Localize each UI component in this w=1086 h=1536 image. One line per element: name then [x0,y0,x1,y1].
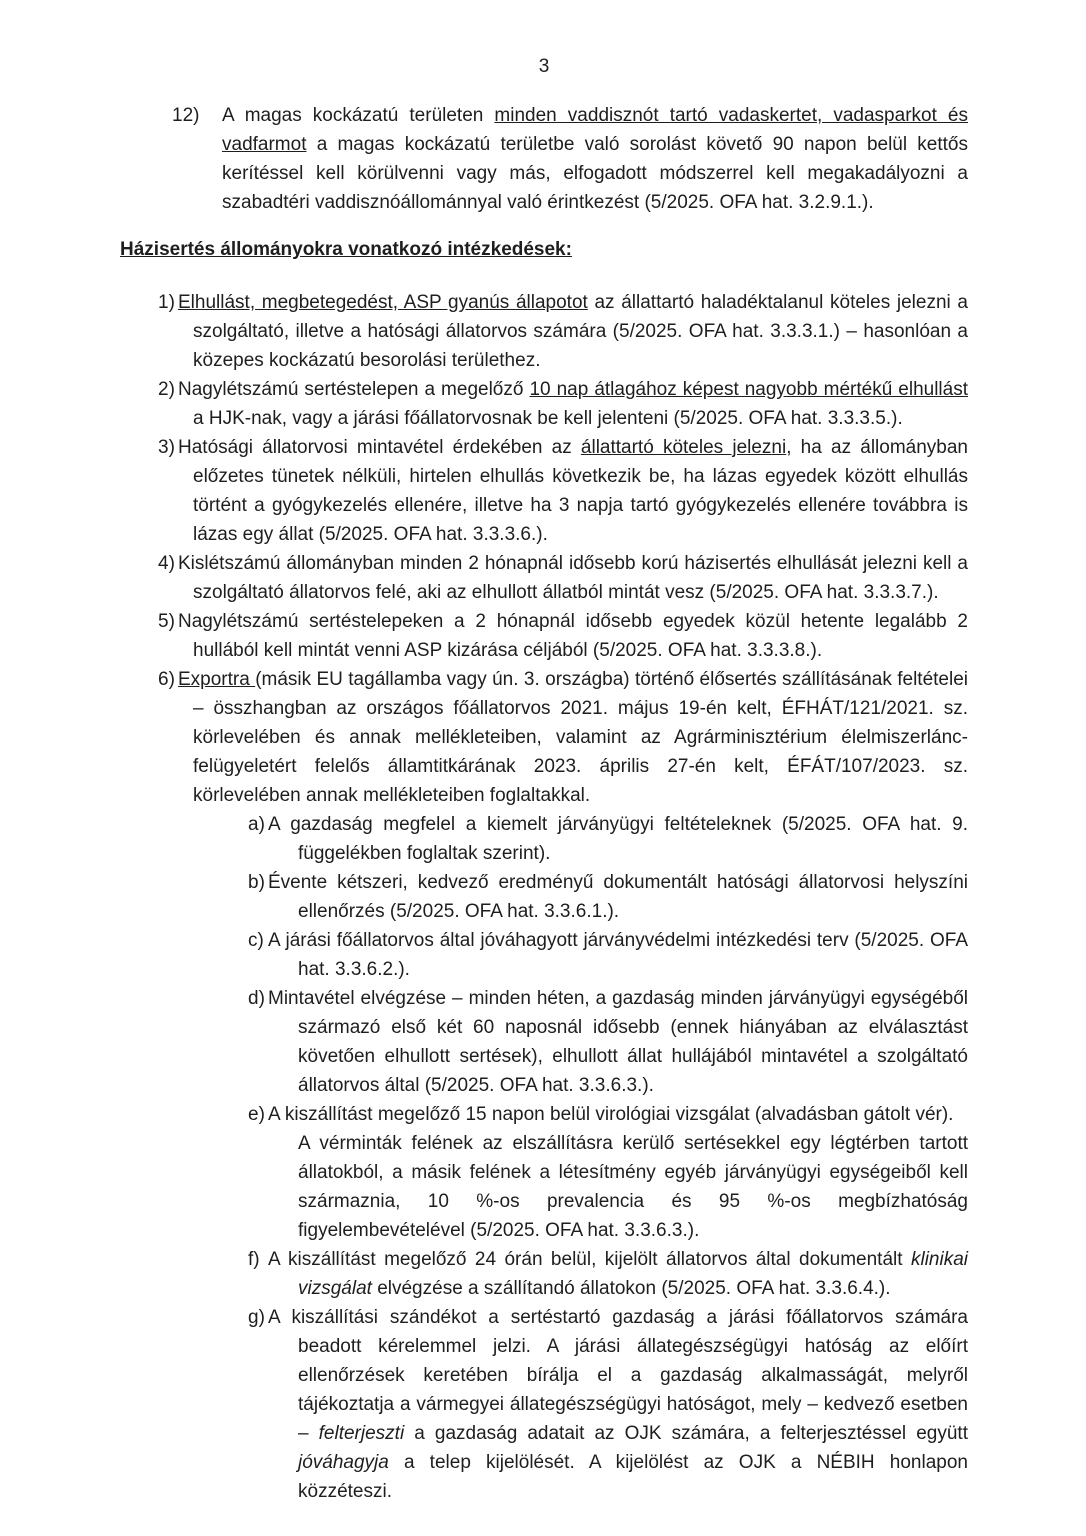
sub-list-item [248,868,968,926]
list-item-marker: 2) [158,379,175,400]
sub-list-item-continuation-text: A vérminták felének az elszállításra kerülő sertésekkel egy légtérben tartott állatokból, a másik felének a létesítmény egyéb járványügyi egységeiből kell származnia, 10 %-os prevalencia és 95 %-os megbízhatóság figyelembevételével (5/2025. OFA hat. 3.3.6.3.). [298,1133,968,1241]
sub-list-item [248,926,968,984]
sub-list-item-text: A gazdaság megfelel a kiemelt járványügyi feltételeknek (5/2025. OFA hat. 9. függelékben foglaltak szerint). [268,814,968,864]
sub-list-item-marker: b) [248,872,265,893]
list-item-marker: 1) [158,292,175,313]
sub-list-item-marker: d) [248,988,265,1009]
sub-list-item [248,1245,968,1303]
list-item-text: Nagylétszámú sertéstelepen a megelőző 10 nap átlagához képest nagyobb mértékű elhullást a HJK-nak, vagy a járási főállatorvosnak be kell jelenteni (5/2025. OFA hat. 3.3.3.5.). [178,379,968,429]
sub-list-item-text: A járási főállatorvos által jóváhagyott járványvédelmi intézkedési terv (5/2025. OFA hat. 3.3.6.2.). [268,930,968,980]
numbered-list [120,288,968,1506]
list-item [158,433,968,549]
sub-list-item-text: Évente kétszeri, kedvező eredményű dokumentált hatósági állatorvosi helyszíni ellenőrzés (5/2025. OFA hat. 3.3.6.1.). [268,872,968,922]
list-item-marker: 4) [158,553,175,574]
sub-list-item-continuation [298,1129,968,1245]
list-item-text: Kislétszámú állományban minden 2 hónapnál idősebb korú házisertés elhullását jelezni kell a szolgáltató állatorvos felé, aki az elhullott állatból mintát vesz (5/2025. OFA hat. 3.3.3.7.). [178,553,968,603]
sub-list-item-marker: a) [248,814,265,835]
list-item [158,288,968,375]
sub-list-item-text: Mintavétel elvégzése – minden héten, a gazdaság minden járványügyi egységéből származó első két 60 naposnál idősebb (ennek hiányában az elválasztást követően elhullott sertések), elhullott állat hullájából mintavétel a szolgáltató állatorvos által (5/2025. OFA hat. 3.3.6.3.). [268,988,968,1096]
list-item [158,549,968,607]
list-item-text: Exportra (másik EU tagállamba vagy ún. 3. országba) történő élősertés szállításának feltételei – összhangban az országos főállatorvos 2021. május 19-én kelt, ÉFHÁT/121/2021. sz. körlevelében és annak mellékleteiben, valamint az Agrárminisztérium élelmiszerlánc-felügyeletért felelős államtitkárának 2023. április 27-én kelt, ÉFÁT/107/2023. sz. körlevelében annak mellékleteiben foglaltakkal. [178,669,968,806]
list-item [158,607,968,665]
list-item-text: Hatósági állatorvosi mintavétel érdekében az állattartó köteles jelezni, ha az állományban előzetes tünetek nélküli, hirtelen elhullás következik be, ha lázas egyedek között elhullás történt a gyógykezelés ellenére, illetve ha 3 napja tartó gyógykezelés ellenére továbbra is lázas egy állat (5/2025. OFA hat. 3.3.3.6.). [178,437,968,545]
list-item-text: Nagylétszámú sertéstelepeken a 2 hónapnál idősebb egyedek közül hetente legalább 2 hullából kell mintát venni ASP kizárása céljából (5/2025. OFA hat. 3.3.3.8.). [178,611,968,661]
list-item-marker: 3) [158,437,175,458]
sub-list-item [248,1100,968,1129]
list-item [158,665,968,810]
sub-list-item-marker: e) [248,1104,265,1125]
list-item-marker: 5) [158,611,175,632]
list-item [158,375,968,433]
section-heading: Házisertés állományokra vonatkozó intézkedések: [120,239,572,260]
sub-list-item-marker: g) [248,1307,265,1328]
sub-list-item-text: A kiszállítási szándékot a sertéstartó gazdaság a járási főállatorvos számára beadott kérelemmel jelzi. A járási állategészségügyi hatóság az előírt ellenőrzések keretében bírálja el a gazdaság alkalmasságát, melyről tájékoztatja a vármegyei állategészségügyi hatóságot, mely – kedvező esetben – felterjeszti a gazdaság adatait az OJK számára, a felterjesztéssel együtt jóváhagyja a telep kijelölését. A kijelölést az OJK a NÉBIH honlapon közzéteszi. [268,1307,968,1502]
list-item-marker: 6) [158,669,175,690]
list-item-12 [172,101,968,217]
sub-list-item-marker: f) [248,1249,260,1270]
list-item-marker: 12) [172,105,200,126]
sub-list-item [248,810,968,868]
sub-list-item-marker: c) [248,930,264,951]
sub-list-item-text: A kiszállítást megelőző 15 napon belül virológiai vizsgálat (alvadásban gátolt vér). [268,1104,954,1125]
sub-list-item [248,984,968,1100]
list-item-text: A magas kockázatú területen minden vaddisznót tartó vadaskertet, vadasparkot és vadfarmot a magas kockázatú területbe való sorolást követő 90 napon belül kettős kerítéssel kell körülvenni vagy más, elfogadott módszerrel kell megakadályozni a szabadtéri vaddisznóállománnyal való érintkezést (5/2025. OFA hat. 3.2.9.1.). [222,105,968,213]
sub-list-item-text: A kiszállítást megelőző 24 órán belül, kijelölt állatorvos által dokumentált klinikai vizsgálat elvégzése a szállítandó állatokon (5/2025. OFA hat. 3.3.6.4.). [268,1249,968,1299]
sub-list-item [248,1303,968,1506]
page-number: 3 [538,56,550,77]
list-item-text: Elhullást, megbetegedést, ASP gyanús állapotot az állattartó haladéktalanul köteles jelezni a szolgáltató, illetve a hatósági állatorvos számára (5/2025. OFA hat. 3.3.3.1.) – hasonlóan a közepes kockázatú besorolási területhez. [178,292,968,371]
